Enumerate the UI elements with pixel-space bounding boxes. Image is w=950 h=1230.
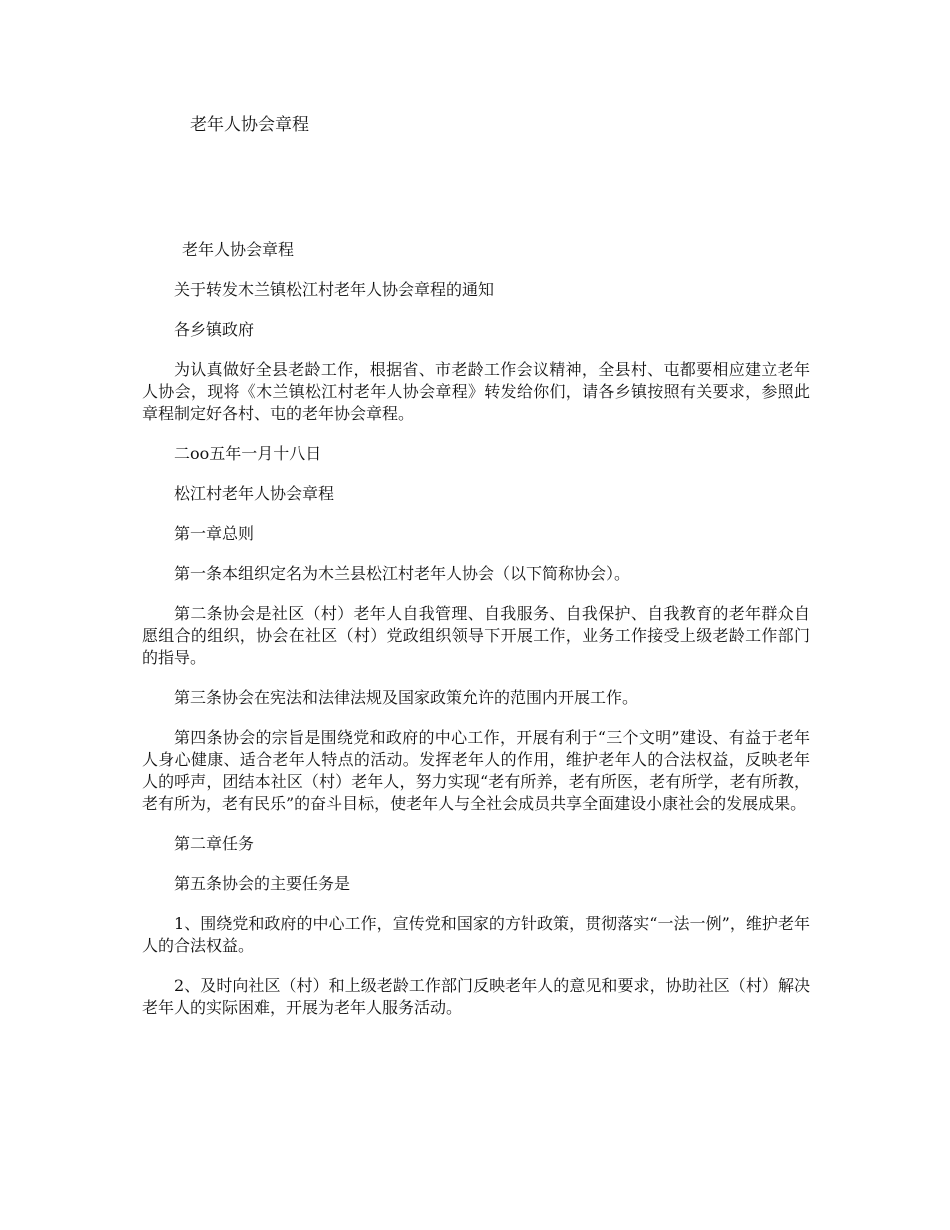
document-body — [142, 239, 810, 1037]
document-title: 老年人协会章程 — [190, 115, 309, 135]
paragraph-article-5: 第五条协会的主要任务是 — [174, 874, 351, 893]
paragraph-date: 二oo五年一月十八日 — [174, 444, 322, 463]
paragraph-article-4: 第四条协会的宗旨是围绕党和政府的中心工作，开展有利于“三个文明”建设、有益于老年人身心健康、适合老年人特点的活动。发挥老年人的作用，维护老年人的合法权益，反映老年人的呼声，团结本社区（村）老年人，努力实现“老有所养，老有所医，老有所学，老有所教，老有所为，老有民乐”的奋斗目标，使老年人与全社会成员共享全面建设小康社会的发展成果。 — [142, 728, 810, 813]
paragraph-chapter-2: 第二章任务 — [174, 834, 255, 853]
paragraph-article-2: 第二条协会是社区（村）老年人自我管理、自我服务、自我保护、自我教育的老年群众自愿组合的组织，协会在社区（村）党政组织领导下开展工作，业务工作接受上级老龄工作部门的指导。 — [142, 604, 810, 667]
paragraph-recipient: 各乡镇政府 — [174, 320, 255, 339]
paragraph-task-1: 1、围绕党和政府的中心工作，宣传党和国家的方针政策，贯彻落实“一法一例”，维护老年人的合法权益。 — [142, 914, 810, 955]
paragraph-subtitle: 老年人协会章程 — [182, 240, 295, 259]
paragraph-charter-title: 松江村老年人协会章程 — [174, 484, 335, 503]
paragraph-task-2: 2、及时向社区（村）和上级老龄工作部门反映老年人的意见和要求，协助社区（村）解决老年人的实际困难，开展为老年人服务活动。 — [142, 976, 810, 1017]
paragraph-chapter-1: 第一章总则 — [174, 524, 255, 543]
paragraph-article-3: 第三条协会在宪法和法律法规及国家政策允许的范围内开展工作。 — [174, 688, 639, 707]
paragraph-article-1: 第一条本组织定名为木兰县松江村老年人协会（以下简称协会）。 — [174, 564, 631, 583]
paragraph-notice-title: 关于转发木兰镇松江村老年人协会章程的通知 — [174, 280, 495, 299]
paragraph-notice-body: 为认真做好全县老龄工作，根据省、市老龄工作会议精神，全县村、屯都要相应建立老年人协会，现将《木兰镇松江村老年人协会章程》转发给你们，请各乡镇按照有关要求，参照此章程制定好各村、屯的老年协会章程。 — [142, 360, 810, 423]
